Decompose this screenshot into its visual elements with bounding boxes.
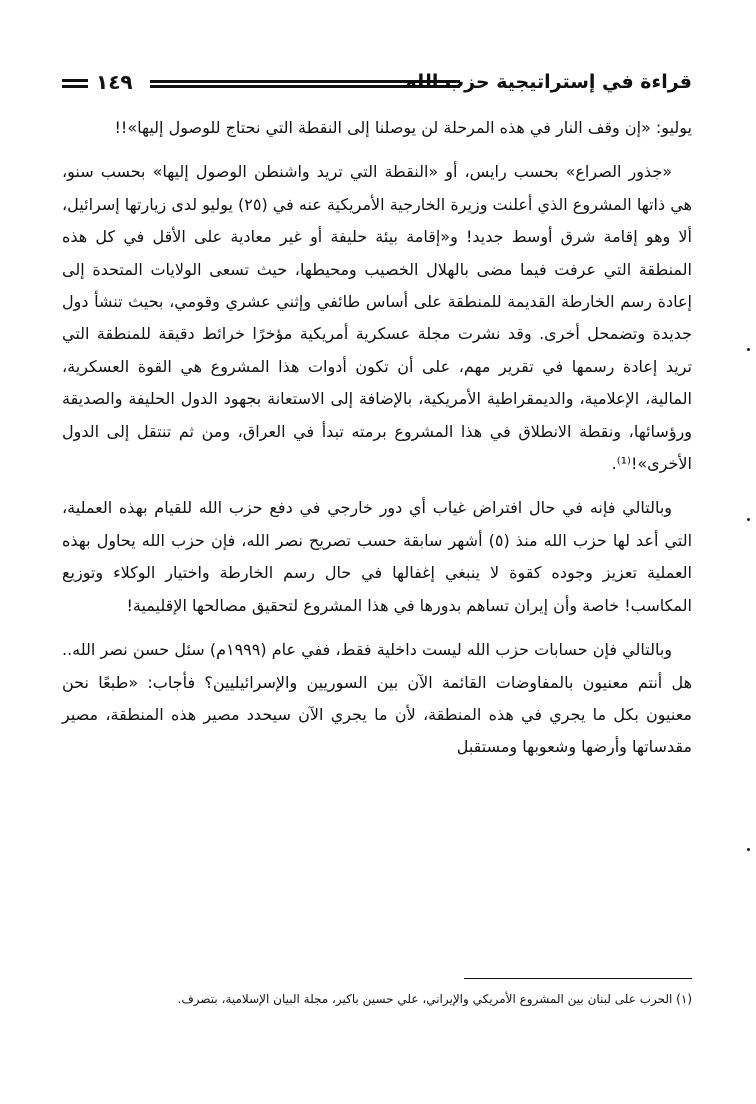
footnote-separator <box>464 978 692 979</box>
body-text <box>62 112 692 776</box>
margin-dot <box>747 348 750 351</box>
paragraph-1: يوليو: «إن وقف النار في هذه المرحلة لن يوصلنا إلى النقطة التي نحتاج للوصول إليها»!! <box>114 118 692 137</box>
margin-dot <box>747 518 750 521</box>
paragraph-4: وبالتالي فإن حسابات حزب الله ليست داخلية فقط، ففي عام (١٩٩٩م) سئل حسن نصر الله.. هل أنتم معنيون بالمفاوضات القائمة الآن بين السوريين والإسرائيليين؟ فأجاب: «طبعًا نحن معنيون بكل ما يجري في هذه المنطقة، لأن ما يجري الآن سيحدد مصير هذه المنطقة، مصير مقدساتها وأرضها وشعوبها ومستقبل <box>62 640 692 757</box>
header-double-dash <box>62 79 88 82</box>
margin-dot <box>747 848 750 851</box>
paragraph-3: وبالتالي فإنه في حال افتراض غياب أي دور خارجي في دفع حزب الله للقيام بهذه العملية، التي أعد لها حزب الله منذ (٥) أشهر سابقة حسب تصريح نصر الله، فإن حزب الله يحاول بهذه العملية تعزيز وجوده كقوة لا ينبغي إغفالها في حال رسم الخارطة واختيار الوكلاء وتوزيع المكاسب! خاصة وأن إيران تساهم بدورها في هذا المشروع لتحقيق مصالحها الإقليمية! <box>62 498 693 615</box>
page-header <box>62 70 692 98</box>
footnote-1: (١) الحرب على لبنان بين المشروع الأمريكي والإيراني، علي حسين باكير، مجلة البيان الإسلامية، بتصرف. <box>177 992 692 1006</box>
paragraph-2: «جذور الصراع» بحسب رايس، أو «النقطة التي تريد واشنطن الوصول إليها» بحسب سنو، هي ذاتها المشروع الذي أعلنت وزيرة الخارجية الأمريكية عنه في (٢٥) يوليو لدى زيارتها إسرائيل، ألا وهو إقامة شرق أوسط جديد! و«إقامة بيئة حليفة أو غير معادية على الأقل في كل هذه المنطقة التي عرفت فيما مضى بالهلال الخصيب ومحيطها، حيث تسعى الولايات المتحدة إلى إعادة رسم الخارطة القديمة للمنطقة على أساس طائفي وإثني عشري وقومي، بحيث تنشأ دول جديدة وتضمحل أخرى. وقد نشرت مجلة عسكرية أمريكية مؤخرًا خرائط دقيقة للمنطقة التي تريد إعادة رسمها في تقرير مهم، على أن تكون أدوات هذا المشروع هي القوة العسكرية، المالية، الإعلامية، والديمقراطية الأمريكية، بالإضافة إلى الاستعانة بجهود الدول الحليفة والصديقة ورؤسائها، ونقطة الانطلاق في هذا المشروع برمته تبدأ في العراق، ومن ثم تنتقل إلى الدول الأخرى»!⁽¹⁾. <box>62 162 692 474</box>
page-number: ١٤٩ <box>96 70 133 94</box>
running-title: قراءة في إستراتيجية حزب الله <box>405 71 692 93</box>
